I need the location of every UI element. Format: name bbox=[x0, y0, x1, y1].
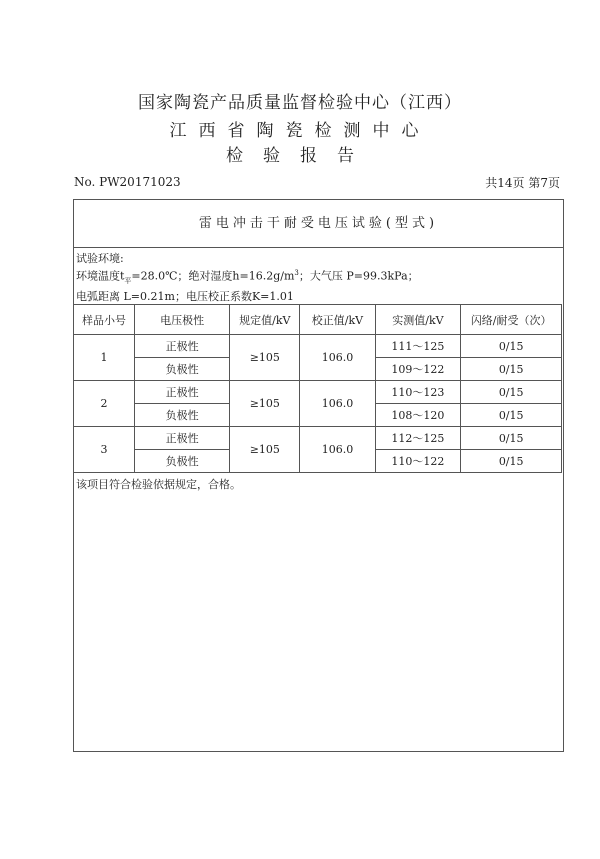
col-header-polarity: 电压极性 bbox=[134, 305, 229, 335]
measured-value: 110～122 bbox=[375, 450, 461, 473]
temperature-value: =28.0℃； bbox=[131, 269, 189, 283]
sample-number: 1 bbox=[74, 335, 135, 381]
col-header-sample: 样品小号 bbox=[74, 305, 135, 335]
test-environment bbox=[74, 248, 563, 304]
polarity-cell: 正极性 bbox=[134, 335, 229, 358]
result-value: 0/15 bbox=[461, 358, 562, 381]
arc-distance-and-correction: 电弧距离 L=0.21m；电压校正系数K=1.01 bbox=[76, 289, 294, 303]
table-header-row bbox=[74, 305, 562, 335]
col-header-corrected: 校正值/kV bbox=[300, 305, 375, 335]
temperature-subscript: 平 bbox=[124, 276, 132, 285]
col-header-measured: 实测值/kV bbox=[375, 305, 461, 335]
report-frame bbox=[73, 199, 564, 752]
results-table bbox=[73, 304, 562, 473]
humidity-text: 绝对湿度h=16.2g/m bbox=[188, 269, 295, 283]
spec-value: ≥105 bbox=[230, 335, 300, 381]
result-value: 0/15 bbox=[461, 381, 562, 404]
polarity-cell: 正极性 bbox=[134, 381, 229, 404]
result-value: 0/15 bbox=[461, 404, 562, 427]
page-info: 共14页 第7页 bbox=[485, 176, 560, 190]
sample-number: 3 bbox=[74, 427, 135, 473]
table-row bbox=[74, 381, 562, 404]
measured-value: 109～122 bbox=[375, 358, 461, 381]
sample-number: 2 bbox=[74, 381, 135, 427]
result-value: 0/15 bbox=[461, 427, 562, 450]
measured-value: 111～125 bbox=[375, 335, 461, 358]
temperature-prefix: 环境温度t bbox=[76, 269, 125, 283]
pressure-text: ；大气压 P=99.3kPa； bbox=[298, 269, 419, 283]
measured-value: 112～125 bbox=[375, 427, 461, 450]
spec-value: ≥105 bbox=[230, 381, 300, 427]
result-value: 0/15 bbox=[461, 335, 562, 358]
measured-value: 110～123 bbox=[375, 381, 461, 404]
corrected-value: 106.0 bbox=[300, 381, 375, 427]
table-row bbox=[74, 427, 562, 450]
polarity-cell: 负极性 bbox=[134, 358, 229, 381]
report-title: 检验报告 bbox=[226, 146, 374, 166]
corrected-value: 106.0 bbox=[300, 335, 375, 381]
measured-value: 108～120 bbox=[375, 404, 461, 427]
col-header-result: 闪络/耐受（次） bbox=[461, 305, 562, 335]
test-title: 雷电冲击干耐受电压试验(型式) bbox=[74, 200, 563, 248]
header-title: 国家陶瓷产品质量监督检验中心（江西） bbox=[138, 93, 462, 113]
environment-label: 试验环境: bbox=[76, 252, 124, 265]
corrected-value: 106.0 bbox=[300, 427, 375, 473]
conclusion-text: 该项目符合检验依据规定，合格。 bbox=[76, 478, 241, 491]
polarity-cell: 负极性 bbox=[134, 450, 229, 473]
humidity-superscript: 3 bbox=[294, 269, 299, 277]
report-number: No. PW20171023 bbox=[74, 175, 181, 189]
environment-conditions bbox=[76, 266, 563, 289]
polarity-cell: 正极性 bbox=[134, 427, 229, 450]
spec-value: ≥105 bbox=[230, 427, 300, 473]
polarity-cell: 负极性 bbox=[134, 404, 229, 427]
col-header-spec: 规定值/kV bbox=[230, 305, 300, 335]
result-value: 0/15 bbox=[461, 450, 562, 473]
table-row bbox=[74, 335, 562, 358]
header-subtitle: 江西省陶瓷检测中心 bbox=[169, 121, 431, 141]
